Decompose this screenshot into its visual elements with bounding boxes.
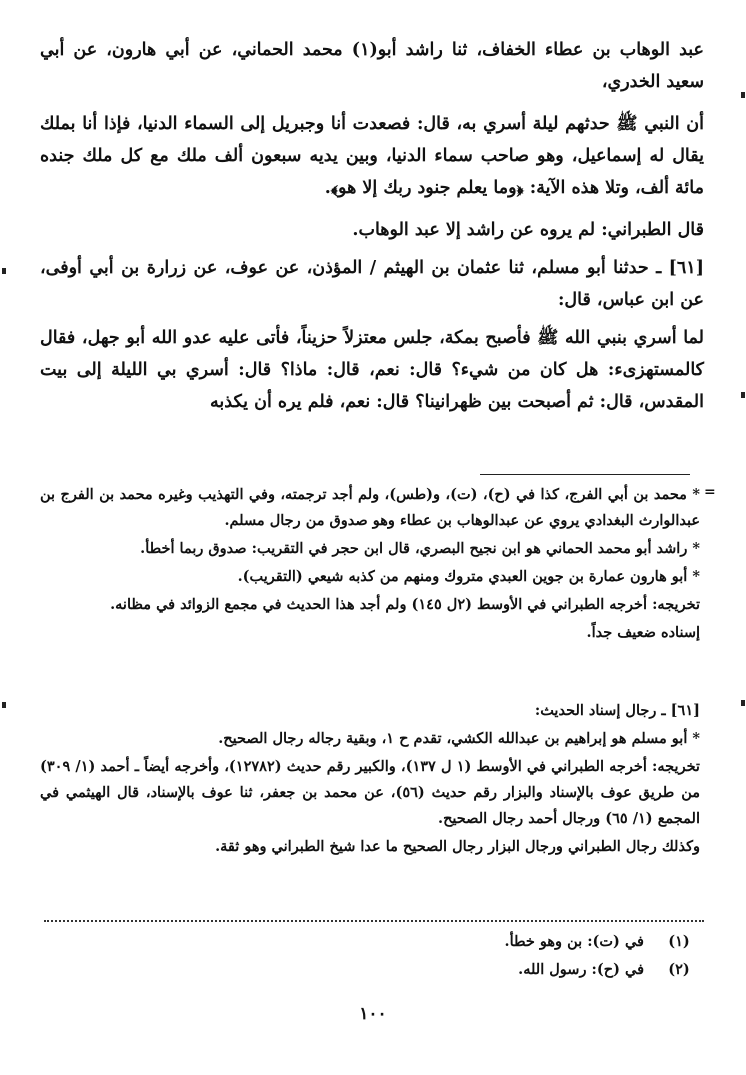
footnote-takhrij: تخريجه: أخرجه الطبراني في الأوسط (١ ل ١٣٧)، والكبير رقم حديث (١٢٧٨٢)، وأخرجه أيضاً ـ أحمد (١/ ٣٠٩) من طريق عوف بالإسناد والبزار رقم حديث (٥٦)، عن محمد بن جعفر، ثنا عوف بالإسناد، قال الهيثمي في المجمع (١/ ٦٥) ورجال أحمد رجال الصحيح. bbox=[40, 758, 701, 827]
bullet-star-icon: * bbox=[692, 486, 700, 503]
paragraph-hadith-61-chain: [٦١] ـ حدثنا أبو مسلم، ثنا عثمان بن الهيثم / المؤذن، عن عوف، عن زرارة بن أبي أوفى، عن ابن عباس، قال: bbox=[40, 258, 704, 310]
margin-mark bbox=[741, 92, 745, 98]
main-text bbox=[40, 34, 704, 428]
margin-mark bbox=[741, 700, 745, 706]
bullet-star-icon: * bbox=[692, 568, 700, 585]
margin-mark bbox=[741, 392, 745, 398]
margin-mark bbox=[2, 702, 6, 708]
note-2 bbox=[40, 956, 700, 984]
bullet-star-icon: * bbox=[692, 730, 700, 747]
note-text: في (ت): بن وهو خطأ. bbox=[504, 933, 644, 950]
note-number: (٢) bbox=[668, 961, 690, 978]
footnote-narrator-3: * أبو هارون عمارة بن جوين العبدي متروك ومنهم من كذبه شيعي (التقريب). bbox=[237, 568, 700, 585]
footnote-takhrij: تخريجه: أخرجه الطبراني في الأوسط (٢ل ١٤٥) ولم أجد هذا الحديث في مجمع الزوائد في مظانه. bbox=[110, 596, 700, 613]
footnote-separator bbox=[480, 474, 690, 475]
paragraph-hadith-60: أن النبي ﷺ حدثهم ليلة أسري به، قال: فصعدت أنا وجبريل إلى السماء الدنيا، فإذا أنا بملك يقال له إسماعيل، وهو صاحب سماء الدنيا، وبين يديه سبعون ألف ملك مع كل ملك جنده مائة ألف، وتلا هذه الآية: ﴿وما يعلم جنود ربك إلا هو﴾. bbox=[40, 114, 704, 198]
note-1 bbox=[40, 928, 700, 956]
note-text: في (ح): رسول الله. bbox=[518, 961, 644, 978]
footnote-grading: إسناده ضعيف جداً. bbox=[586, 624, 700, 641]
continuation-mark: = bbox=[704, 484, 716, 500]
footnote-heading: [٦١] ـ رجال إسناد الحديث: bbox=[534, 702, 700, 719]
page-number: ١٠٠ bbox=[359, 1004, 387, 1024]
footnote-conclusion: وكذلك رجال الطبراني ورجال البزار رجال الصحيح ما عدا شيخ الطبراني وهو ثقة. bbox=[215, 838, 700, 855]
footnotes-hadith-60 bbox=[40, 482, 700, 648]
footnote-narrator: * أبو مسلم هو إبراهيم بن عبدالله الكشي، تقدم ح ١، وبقية رجاله رجال الصحيح. bbox=[218, 730, 700, 747]
footnotes-hadith-61 bbox=[40, 698, 700, 862]
footnote-narrator-1: * محمد بن أبي الفرج، كذا في (ح)، (ت)، و(طس)، ولم أجد ترجمته، وفي التهذيب وغيره محمد بن الفرج بن عبدالوارث البغدادي يروي عن عبدالوهاب بن عطاء وهو صدوق من رجال مسلم. bbox=[40, 486, 700, 529]
notes-separator bbox=[44, 920, 704, 922]
variant-notes bbox=[40, 928, 700, 984]
paragraph-tabarani-comment: قال الطبراني: لم يروه عن راشد إلا عبد الوهاب. bbox=[352, 220, 704, 240]
paragraph-hadith-61-text: لما أسري بنبي الله ﷺ فأصبح بمكة، جلس معتزلاً حزيناً، فأتى عليه عدو الله أبو جهل، فقال كالمستهزىء: هل كان من شيء؟ قال: نعم، قال: ماذا؟ قال: أسري بي الليلة إلى بيت المقدس، قال: ثم أصبحت بين ظهرانينا؟ قال: نعم، فلم يره أن يكذبه bbox=[40, 328, 704, 412]
bullet-star-icon: * bbox=[692, 540, 700, 557]
note-number: (١) bbox=[668, 933, 690, 950]
paragraph-chain-end: عبد الوهاب بن عطاء الخفاف، ثنا راشد أبو(١) محمد الحماني، عن أبي هارون، عن أبي سعيد الخدري، bbox=[40, 40, 704, 92]
footnote-narrator-2: * راشد أبو محمد الحماني هو ابن نجيح البصري، قال ابن حجر في التقريب: صدوق ربما أخطأ. bbox=[140, 540, 700, 557]
margin-mark bbox=[2, 268, 6, 274]
